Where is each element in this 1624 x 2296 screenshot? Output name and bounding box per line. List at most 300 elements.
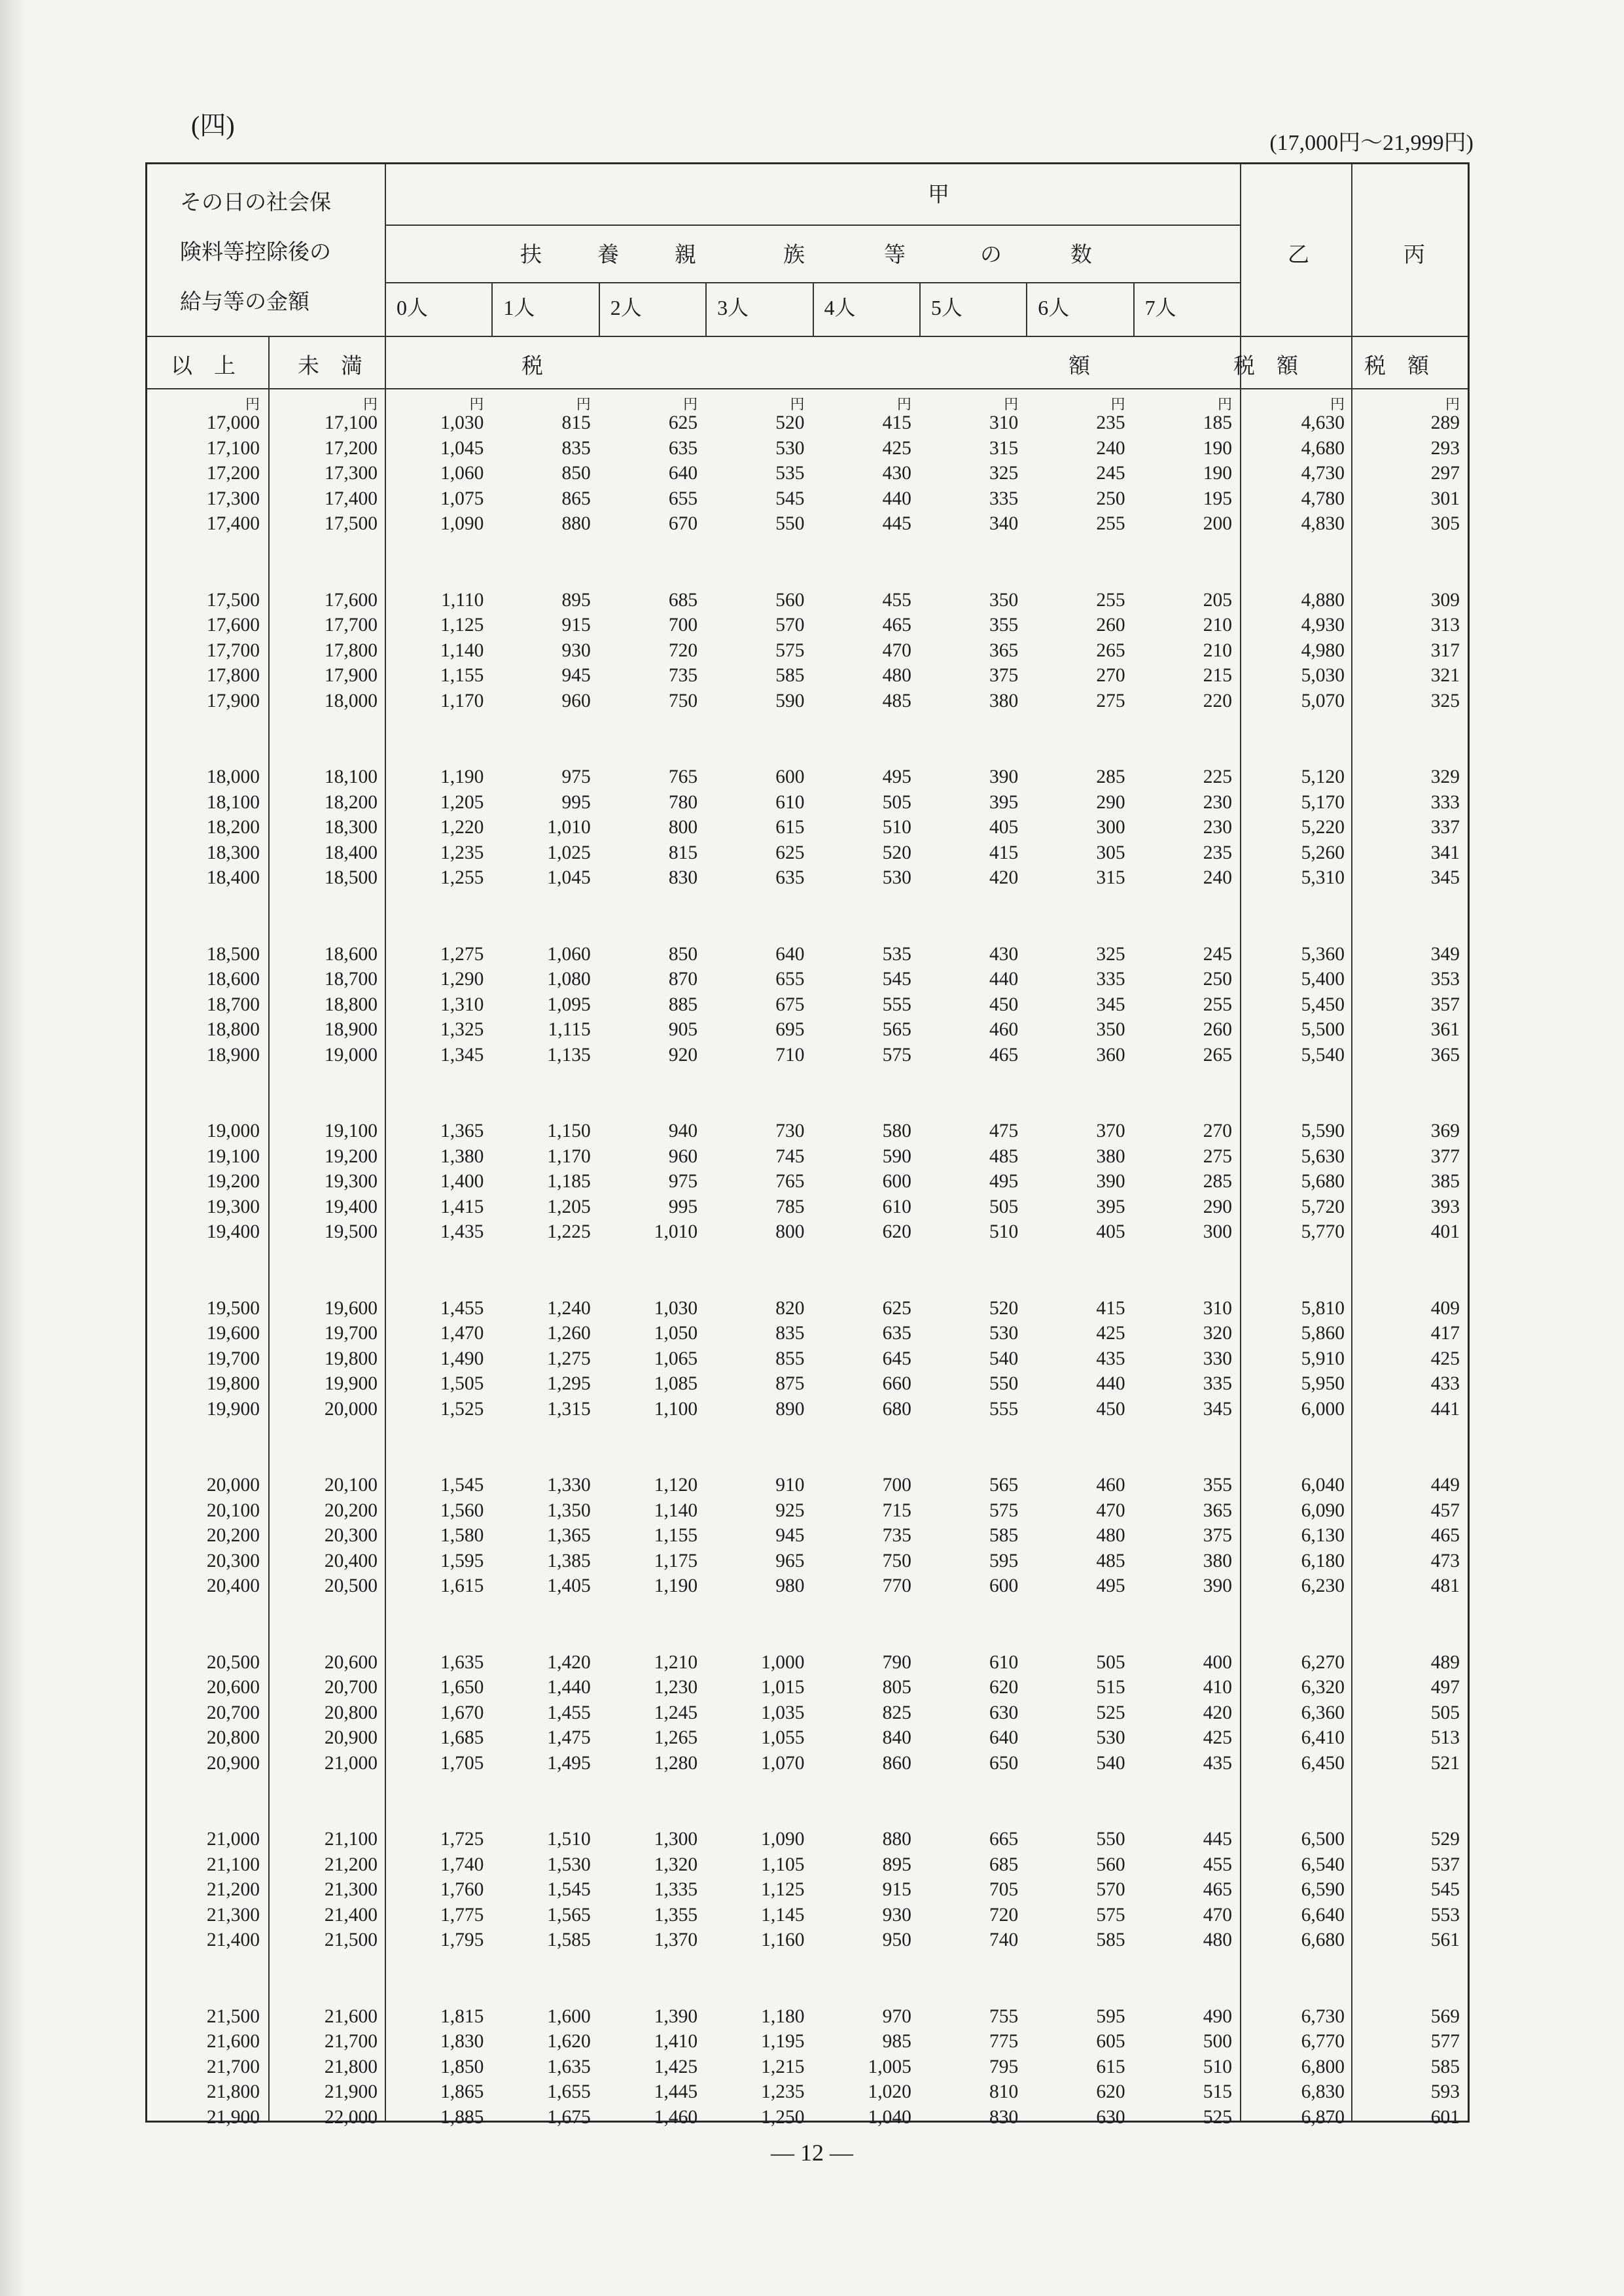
table-cell: 405 — [1096, 1221, 1125, 1242]
table-cell: 21,000 — [206, 1829, 260, 1850]
table-cell: 960 — [561, 690, 591, 711]
rule-after-ijou — [268, 336, 270, 2121]
table-cell: 20,100 — [206, 1499, 260, 1521]
gaku-header: 額 — [1068, 355, 1090, 378]
table-cell: 1,685 — [440, 1727, 484, 1748]
table-cell: 615 — [775, 817, 805, 838]
fuyo-char-2: 養 — [597, 243, 619, 267]
table-cell: 640 — [989, 1727, 1019, 1748]
table-cell: 1,230 — [654, 1677, 698, 1698]
table-cell: 380 — [989, 690, 1019, 711]
table-cell: 6,800 — [1301, 2056, 1345, 2077]
table-cell: 445 — [1203, 1829, 1232, 1850]
table-cell: 17,600 — [206, 615, 260, 636]
table-cell: 1,065 — [654, 1348, 698, 1369]
table-cell: 315 — [1096, 867, 1125, 888]
table-cell: 890 — [775, 1398, 805, 1420]
table-cell: 995 — [668, 1196, 698, 1217]
table-cell: 1,235 — [440, 842, 484, 863]
table-cell: 345 — [1203, 1398, 1232, 1420]
table-cell: 215 — [1203, 665, 1232, 686]
table-cell: 450 — [989, 994, 1019, 1015]
table-cell: 1,175 — [654, 1550, 698, 1571]
table-cell: 1,410 — [654, 2031, 698, 2052]
table-cell: 1,265 — [654, 1727, 698, 1748]
table-cell: 975 — [668, 1171, 698, 1192]
table-cell: 800 — [668, 817, 698, 838]
table-cell: 715 — [882, 1499, 911, 1521]
table-cell: 380 — [1096, 1145, 1125, 1167]
table-cell: 6,830 — [1301, 2081, 1345, 2102]
table-cell: 593 — [1430, 2081, 1460, 2102]
table-cell: 240 — [1096, 437, 1125, 459]
table-cell: 380 — [1203, 1550, 1232, 1571]
table-cell: 1,675 — [547, 2106, 591, 2128]
table-cell: 4,680 — [1301, 437, 1345, 459]
table-cell: 925 — [775, 1499, 805, 1521]
table-cell: 535 — [882, 943, 911, 965]
table-cell: 1,055 — [761, 1727, 805, 1748]
table-cell: 1,185 — [547, 1171, 591, 1192]
table-cell: 465 — [882, 615, 911, 636]
table-cell: 4,630 — [1301, 412, 1345, 433]
table-cell: 21,300 — [206, 1904, 260, 1926]
table-cell: 600 — [775, 766, 805, 787]
table-cell: 790 — [882, 1651, 911, 1673]
table-cell: 20,300 — [324, 1525, 378, 1546]
table-cell: 20,900 — [206, 1752, 260, 1774]
table-cell: 1,315 — [547, 1398, 591, 1420]
table-cell: 449 — [1430, 1475, 1460, 1496]
table-cell: 1,250 — [761, 2106, 805, 2128]
table-cell: 1,435 — [440, 1221, 484, 1242]
table-cell: 4,830 — [1301, 513, 1345, 534]
table-cell: 830 — [668, 867, 698, 888]
fuyo-char-1: 扶 — [520, 243, 542, 267]
table-cell: 409 — [1430, 1297, 1460, 1319]
table-cell: 5,450 — [1301, 994, 1345, 1015]
table-cell: 470 — [882, 639, 911, 661]
table-cell: 405 — [989, 817, 1019, 838]
table-cell: 360 — [1096, 1044, 1125, 1066]
table-cell: 435 — [1096, 1348, 1125, 1369]
table-cell: 6,130 — [1301, 1525, 1345, 1546]
table-cell: 370 — [1096, 1121, 1125, 1141]
table-cell: 310 — [1203, 1297, 1232, 1319]
table-cell: 985 — [882, 2031, 911, 2052]
table-cell: 505 — [1096, 1651, 1125, 1673]
table-cell: 301 — [1430, 488, 1460, 509]
table-cell: 1,455 — [547, 1702, 591, 1723]
fuyo-char-3: 親 — [675, 243, 696, 267]
table-cell: 21,100 — [324, 1829, 378, 1850]
table-cell: 1,365 — [440, 1121, 484, 1141]
table-cell: 330 — [1203, 1348, 1232, 1369]
table-cell: 820 — [775, 1297, 805, 1319]
table-cell: 4,880 — [1301, 589, 1345, 611]
table-cell: 417 — [1430, 1323, 1460, 1344]
table-cell: 1,830 — [440, 2031, 484, 2052]
table-cell: 700 — [668, 615, 698, 636]
dependent-count-label: 3人 — [717, 296, 749, 319]
table-cell: 1,455 — [440, 1297, 484, 1319]
table-cell: 1,545 — [547, 1879, 591, 1900]
table-cell: 525 — [1203, 2106, 1232, 2128]
table-cell: 17,200 — [206, 463, 260, 484]
table-cell: 865 — [561, 488, 591, 509]
table-cell: 1,160 — [761, 1929, 805, 1950]
range-label: (17,000円～21,999円) — [1269, 131, 1474, 155]
table-cell: 420 — [989, 867, 1019, 888]
tax-table — [145, 162, 1470, 2128]
table-cell: 21,000 — [324, 1752, 378, 1774]
table-cell: 945 — [775, 1525, 805, 1546]
table-cell: 765 — [775, 1171, 805, 1192]
table-cell: 190 — [1203, 437, 1232, 459]
table-cell: 575 — [882, 1044, 911, 1066]
table-cell: 19,200 — [206, 1171, 260, 1192]
hei-header: 丙 — [1403, 243, 1425, 267]
table-cell: 1,015 — [761, 1677, 805, 1698]
table-cell: 685 — [989, 1854, 1019, 1875]
table-cell: 840 — [882, 1727, 911, 1748]
table-cell: 1,505 — [440, 1373, 484, 1394]
table-cell: 365 — [1430, 1044, 1460, 1066]
table-cell: 590 — [775, 690, 805, 711]
table-cell: 4,780 — [1301, 488, 1345, 509]
yen-unit: 円 — [469, 396, 484, 412]
table-cell: 605 — [1096, 2031, 1125, 2052]
table-cell: 505 — [1430, 1702, 1460, 1723]
table-cell: 4,730 — [1301, 463, 1345, 484]
table-cell: 780 — [668, 791, 698, 813]
table-cell: 245 — [1096, 463, 1125, 484]
table-cell: 365 — [1203, 1499, 1232, 1521]
table-cell: 835 — [775, 1323, 805, 1344]
table-cell: 1,440 — [547, 1677, 591, 1698]
table-cell: 20,200 — [324, 1499, 378, 1521]
dependent-column-rule — [1133, 282, 1135, 336]
table-cell: 21,900 — [206, 2106, 260, 2128]
dependent-column-rule — [705, 282, 707, 336]
table-cell: 440 — [1096, 1373, 1125, 1394]
table-cell: 21,300 — [324, 1879, 378, 1900]
table-cell: 945 — [561, 665, 591, 686]
yen-unit: 円 — [896, 396, 911, 412]
table-cell: 655 — [668, 488, 698, 509]
table-cell: 430 — [989, 943, 1019, 965]
table-cell: 660 — [882, 1373, 911, 1394]
table-cell: 20,500 — [324, 1575, 378, 1596]
table-cell: 1,370 — [654, 1929, 698, 1950]
table-cell: 510 — [1203, 2056, 1232, 2077]
table-cell: 377 — [1430, 1145, 1460, 1167]
table-cell: 1,795 — [440, 1929, 484, 1950]
table-cell: 353 — [1430, 969, 1460, 990]
table-cell: 1,235 — [761, 2081, 805, 2102]
table-cell: 610 — [989, 1651, 1019, 1673]
table-cell: 510 — [989, 1221, 1019, 1242]
table-cell: 19,400 — [324, 1196, 378, 1217]
table-cell: 895 — [561, 589, 591, 611]
table-cell: 1,385 — [547, 1550, 591, 1571]
table-cell: 1,120 — [654, 1475, 698, 1496]
table-cell: 235 — [1096, 412, 1125, 433]
table-cell: 1,670 — [440, 1702, 484, 1723]
table-cell: 365 — [989, 639, 1019, 661]
table-cell: 1,170 — [440, 690, 484, 711]
table-cell: 5,170 — [1301, 791, 1345, 813]
table-cell: 505 — [882, 791, 911, 813]
table-cell: 18,800 — [206, 1019, 260, 1040]
table-cell: 20,600 — [324, 1651, 378, 1673]
fuyo-char-7: 数 — [1070, 243, 1092, 267]
table-cell: 610 — [882, 1196, 911, 1217]
table-cell: 665 — [989, 1829, 1019, 1850]
table-cell: 17,700 — [206, 639, 260, 661]
table-cell: 19,300 — [206, 1196, 260, 1217]
table-cell: 480 — [1096, 1525, 1125, 1546]
table-cell: 850 — [561, 463, 591, 484]
yen-unit: 円 — [1445, 396, 1460, 412]
table-cell: 570 — [1096, 1879, 1125, 1900]
table-cell: 1,740 — [440, 1854, 484, 1875]
table-cell: 705 — [989, 1879, 1019, 1900]
table-cell: 6,500 — [1301, 1829, 1345, 1850]
table-cell: 420 — [1203, 1702, 1232, 1723]
table-cell: 1,000 — [761, 1651, 805, 1673]
table-cell: 635 — [668, 437, 698, 459]
table-cell: 480 — [882, 665, 911, 686]
dependent-count-label: 0人 — [397, 296, 429, 319]
table-cell: 19,500 — [324, 1221, 378, 1242]
table-cell: 19,900 — [206, 1398, 260, 1420]
table-cell: 18,500 — [324, 867, 378, 888]
table-cell: 481 — [1430, 1575, 1460, 1596]
table-cell: 21,500 — [324, 1929, 378, 1950]
table-cell: 325 — [1096, 943, 1125, 965]
table-cell: 6,270 — [1301, 1651, 1345, 1673]
table-cell: 530 — [775, 437, 805, 459]
table-cell: 620 — [882, 1221, 911, 1242]
table-cell: 1,090 — [440, 513, 484, 534]
table-cell: 6,640 — [1301, 1904, 1345, 1926]
table-cell: 475 — [989, 1121, 1019, 1141]
table-cell: 537 — [1430, 1854, 1460, 1875]
table-cell: 1,655 — [547, 2081, 591, 2102]
table-cell: 361 — [1430, 1019, 1460, 1040]
table-cell: 200 — [1203, 513, 1232, 534]
table-cell: 17,700 — [324, 615, 378, 636]
table-cell: 1,125 — [761, 1879, 805, 1900]
dependent-count-label: 2人 — [610, 296, 642, 319]
table-cell: 590 — [882, 1145, 911, 1167]
table-cell: 710 — [775, 1044, 805, 1066]
table-cell: 1,010 — [547, 817, 591, 838]
table-cell: 18,300 — [324, 817, 378, 838]
table-cell: 19,500 — [206, 1297, 260, 1319]
table-cell: 1,155 — [654, 1525, 698, 1546]
table-cell: 1,050 — [654, 1323, 698, 1344]
table-cell: 1,725 — [440, 1829, 484, 1850]
table-cell: 1,025 — [547, 842, 591, 863]
table-cell: 19,300 — [324, 1171, 378, 1192]
dependent-count-label: 7人 — [1144, 296, 1176, 319]
table-cell: 1,170 — [547, 1145, 591, 1167]
table-cell: 415 — [882, 412, 911, 433]
table-cell: 20,100 — [324, 1475, 378, 1496]
table-cell: 18,800 — [324, 994, 378, 1015]
table-cell: 425 — [1096, 1323, 1125, 1344]
table-cell: 300 — [1203, 1221, 1232, 1242]
table-cell: 21,800 — [324, 2056, 378, 2077]
table-cell: 19,100 — [206, 1145, 260, 1167]
table-cell: 350 — [989, 589, 1019, 611]
table-cell: 235 — [1203, 842, 1232, 863]
table-cell: 415 — [989, 842, 1019, 863]
table-cell: 645 — [882, 1348, 911, 1369]
table-cell: 395 — [1096, 1196, 1125, 1217]
table-cell: 230 — [1203, 791, 1232, 813]
table-cell: 21,500 — [206, 2005, 260, 2027]
table-cell: 1,090 — [761, 1829, 805, 1850]
table-cell: 825 — [882, 1702, 911, 1723]
table-cell: 19,600 — [206, 1323, 260, 1344]
table-cell: 1,815 — [440, 2005, 484, 2027]
table-cell: 615 — [1096, 2056, 1125, 2077]
ijou-header: 以 上 — [171, 355, 236, 378]
table-cell: 980 — [775, 1575, 805, 1596]
table-cell: 1,490 — [440, 1348, 484, 1369]
table-cell: 355 — [989, 615, 1019, 636]
table-cell: 6,040 — [1301, 1475, 1345, 1496]
table-cell: 1,850 — [440, 2056, 484, 2077]
table-cell: 1,420 — [547, 1651, 591, 1673]
table-cell: 320 — [1203, 1323, 1232, 1344]
table-cell: 525 — [1096, 1702, 1125, 1723]
table-cell: 1,045 — [547, 867, 591, 888]
table-cell: 855 — [775, 1348, 805, 1369]
table-cell: 530 — [1096, 1727, 1125, 1748]
table-cell: 255 — [1096, 513, 1125, 534]
table-cell: 1,885 — [440, 2106, 484, 2128]
table-cell: 553 — [1430, 1904, 1460, 1926]
table-cell: 655 — [775, 969, 805, 990]
table-cell: 630 — [989, 1702, 1019, 1723]
table-cell: 1,325 — [440, 1019, 484, 1040]
table-cell: 500 — [1203, 2031, 1232, 2052]
table-cell: 5,910 — [1301, 1348, 1345, 1369]
table-cell: 6,090 — [1301, 1499, 1345, 1521]
table-cell: 20,000 — [206, 1475, 260, 1496]
table-cell: 1,005 — [868, 2056, 911, 2077]
table-cell: 513 — [1430, 1727, 1460, 1748]
table-cell: 1,125 — [440, 615, 484, 636]
table-cell: 1,400 — [440, 1171, 484, 1192]
table-cell: 5,770 — [1301, 1221, 1345, 1242]
table-cell: 290 — [1203, 1196, 1232, 1217]
table-cell: 585 — [989, 1525, 1019, 1546]
table-cell: 1,335 — [654, 1879, 698, 1900]
table-cell: 385 — [1430, 1171, 1460, 1192]
dependent-column-rule — [1026, 282, 1027, 336]
table-cell: 5,680 — [1301, 1171, 1345, 1192]
table-cell: 6,230 — [1301, 1575, 1345, 1596]
table-cell: 515 — [1203, 2081, 1232, 2102]
table-cell: 860 — [882, 1752, 911, 1774]
table-cell: 575 — [989, 1499, 1019, 1521]
table-cell: 1,600 — [547, 2005, 591, 2027]
amount-header-line-3: 給与等の金額 — [180, 291, 309, 314]
table-cell: 6,870 — [1301, 2106, 1345, 2128]
table-cell: 313 — [1430, 615, 1460, 636]
table-cell: 19,700 — [324, 1323, 378, 1344]
table-cell: 770 — [882, 1575, 911, 1596]
table-cell: 260 — [1096, 615, 1125, 636]
table-cell: 965 — [775, 1550, 805, 1571]
table-cell: 610 — [775, 791, 805, 813]
table-cell: 325 — [989, 463, 1019, 484]
table-cell: 6,450 — [1301, 1752, 1345, 1774]
table-cell: 329 — [1430, 766, 1460, 787]
table-cell: 1,775 — [440, 1904, 484, 1926]
table-cell: 1,635 — [547, 2056, 591, 2077]
table-cell: 1,405 — [547, 1575, 591, 1596]
table-cell: 415 — [1096, 1297, 1125, 1319]
table-cell: 5,860 — [1301, 1323, 1345, 1344]
page-number: ― 12 ― — [771, 2140, 853, 2166]
table-cell: 20,400 — [206, 1575, 260, 1596]
table-cell: 220 — [1203, 690, 1232, 711]
table-cell: 260 — [1203, 1019, 1232, 1040]
table-cell: 1,560 — [440, 1499, 484, 1521]
table-cell: 435 — [1203, 1752, 1232, 1774]
table-cell: 20,700 — [206, 1702, 260, 1723]
table-cell: 425 — [882, 437, 911, 459]
table-cell: 433 — [1430, 1373, 1460, 1394]
table-cell: 1,615 — [440, 1575, 484, 1596]
table-cell: 20,200 — [206, 1525, 260, 1546]
table-cell: 310 — [989, 412, 1019, 433]
table-cell: 885 — [668, 994, 698, 1015]
yen-unit: 円 — [683, 396, 698, 412]
table-cell: 1,320 — [654, 1854, 698, 1875]
table-cell: 805 — [882, 1677, 911, 1698]
table-cell: 920 — [668, 1044, 698, 1066]
table-cell: 5,630 — [1301, 1145, 1345, 1167]
table-cell: 740 — [989, 1929, 1019, 1950]
table-cell: 680 — [882, 1398, 911, 1420]
table-cell: 393 — [1430, 1196, 1460, 1217]
table-cell: 915 — [882, 1879, 911, 1900]
table-cell: 470 — [1203, 1904, 1232, 1926]
table-cell: 21,100 — [206, 1854, 260, 1875]
table-cell: 17,500 — [324, 513, 378, 534]
table-cell: 210 — [1203, 615, 1232, 636]
table-cell: 635 — [882, 1323, 911, 1344]
fuyo-char-6: の — [980, 243, 1002, 267]
zei-header: 税 — [521, 355, 543, 378]
yen-unit: 円 — [245, 396, 260, 412]
table-cell: 1,070 — [761, 1752, 805, 1774]
table-cell: 600 — [989, 1575, 1019, 1596]
table-cell: 1,220 — [440, 817, 484, 838]
table-cell: 440 — [882, 488, 911, 509]
table-cell: 315 — [989, 437, 1019, 459]
table-cell: 489 — [1430, 1651, 1460, 1673]
table-cell: 630 — [1096, 2106, 1125, 2128]
table-cell: 457 — [1430, 1499, 1460, 1521]
